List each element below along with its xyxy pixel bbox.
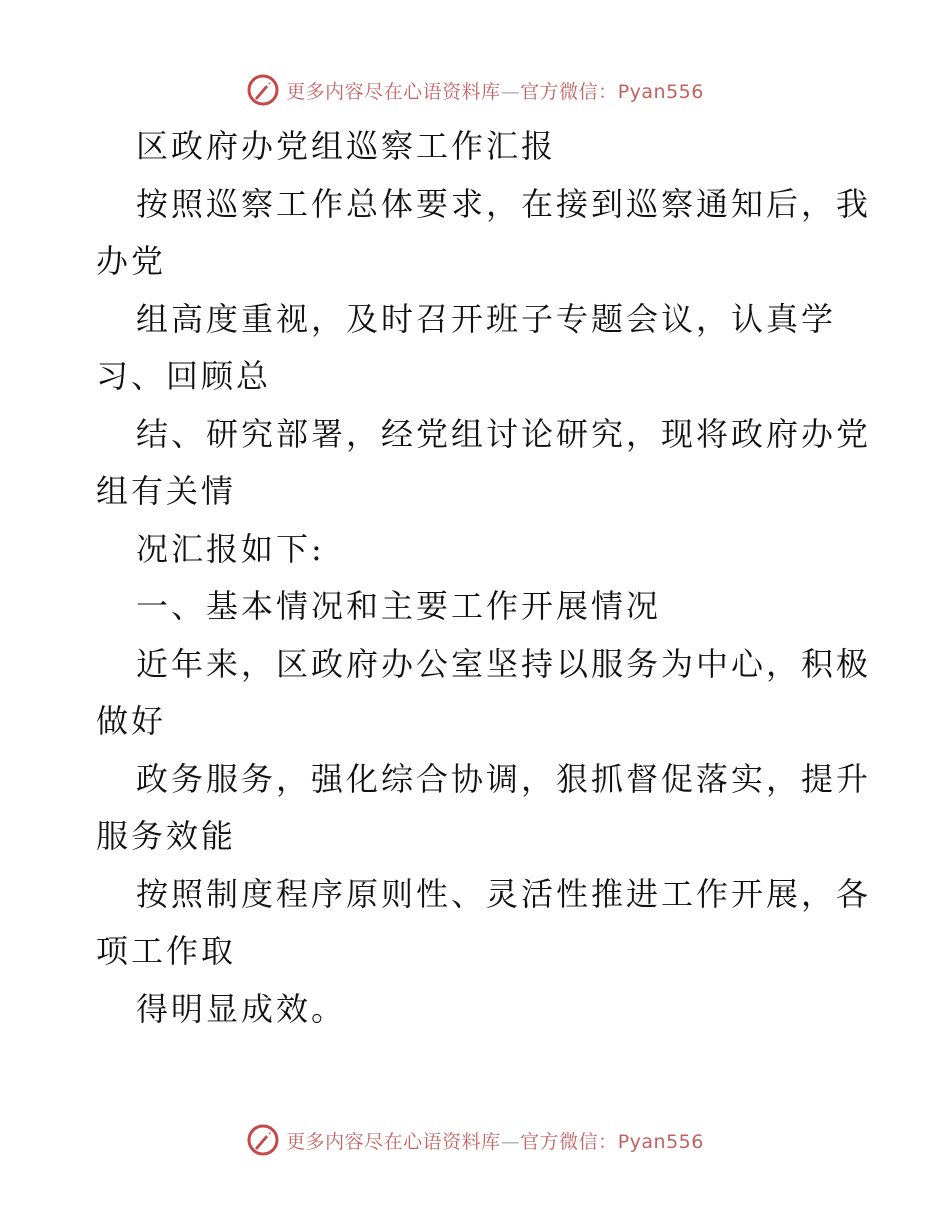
watermark-sub: 官方微信：	[520, 1130, 618, 1153]
text-line: 近年来，区政府办公室坚持以服务为中心，积极	[136, 644, 872, 683]
watermark-text	[286, 1127, 704, 1154]
text-line: 得明显成效。	[136, 989, 347, 1028]
text-line: 组高度重视，及时召开班子专题会议，认真学	[136, 299, 837, 338]
watermark-dash: —	[500, 80, 521, 103]
text-line: 结、研究部署，经党组讨论研究，现将政府办党	[136, 414, 872, 453]
pen-nib-logo-icon	[246, 1123, 280, 1157]
pen-nib-logo-icon	[246, 73, 280, 107]
text-line: 习、回顾总	[96, 357, 272, 395]
header-watermark	[0, 70, 950, 110]
watermark-main: 更多内容尽在心语资料库	[286, 1130, 501, 1153]
text-line: 按照制度程序原则性、灵活性推进工作开展，各	[136, 874, 872, 913]
watermark-text	[286, 77, 704, 104]
document-title: 区政府办党组巡察工作汇报	[136, 127, 557, 165]
text-line: 做好	[96, 702, 167, 740]
document-body	[96, 118, 872, 1038]
watermark-id: Pyan556	[617, 80, 704, 103]
footer-watermark	[0, 1120, 950, 1160]
watermark-main: 更多内容尽在心语资料库	[286, 80, 501, 103]
text-line: 况汇报如下:	[136, 529, 325, 568]
text-line: 政务服务，强化综合协调，狠抓督促落实，提升	[136, 759, 872, 798]
text-line: 服务效能	[96, 817, 237, 855]
section-heading: 一、基本情况和主要工作开展情况	[136, 587, 662, 625]
text-line: 办党	[96, 242, 167, 280]
watermark-dash: —	[500, 1130, 521, 1153]
text-line: 按照巡察工作总体要求，在接到巡察通知后，我	[136, 184, 872, 223]
watermark-sub: 官方微信：	[520, 80, 618, 103]
text-line: 项工作取	[96, 932, 237, 970]
watermark-id: Pyan556	[617, 1130, 704, 1153]
text-line: 组有关情	[96, 472, 237, 510]
